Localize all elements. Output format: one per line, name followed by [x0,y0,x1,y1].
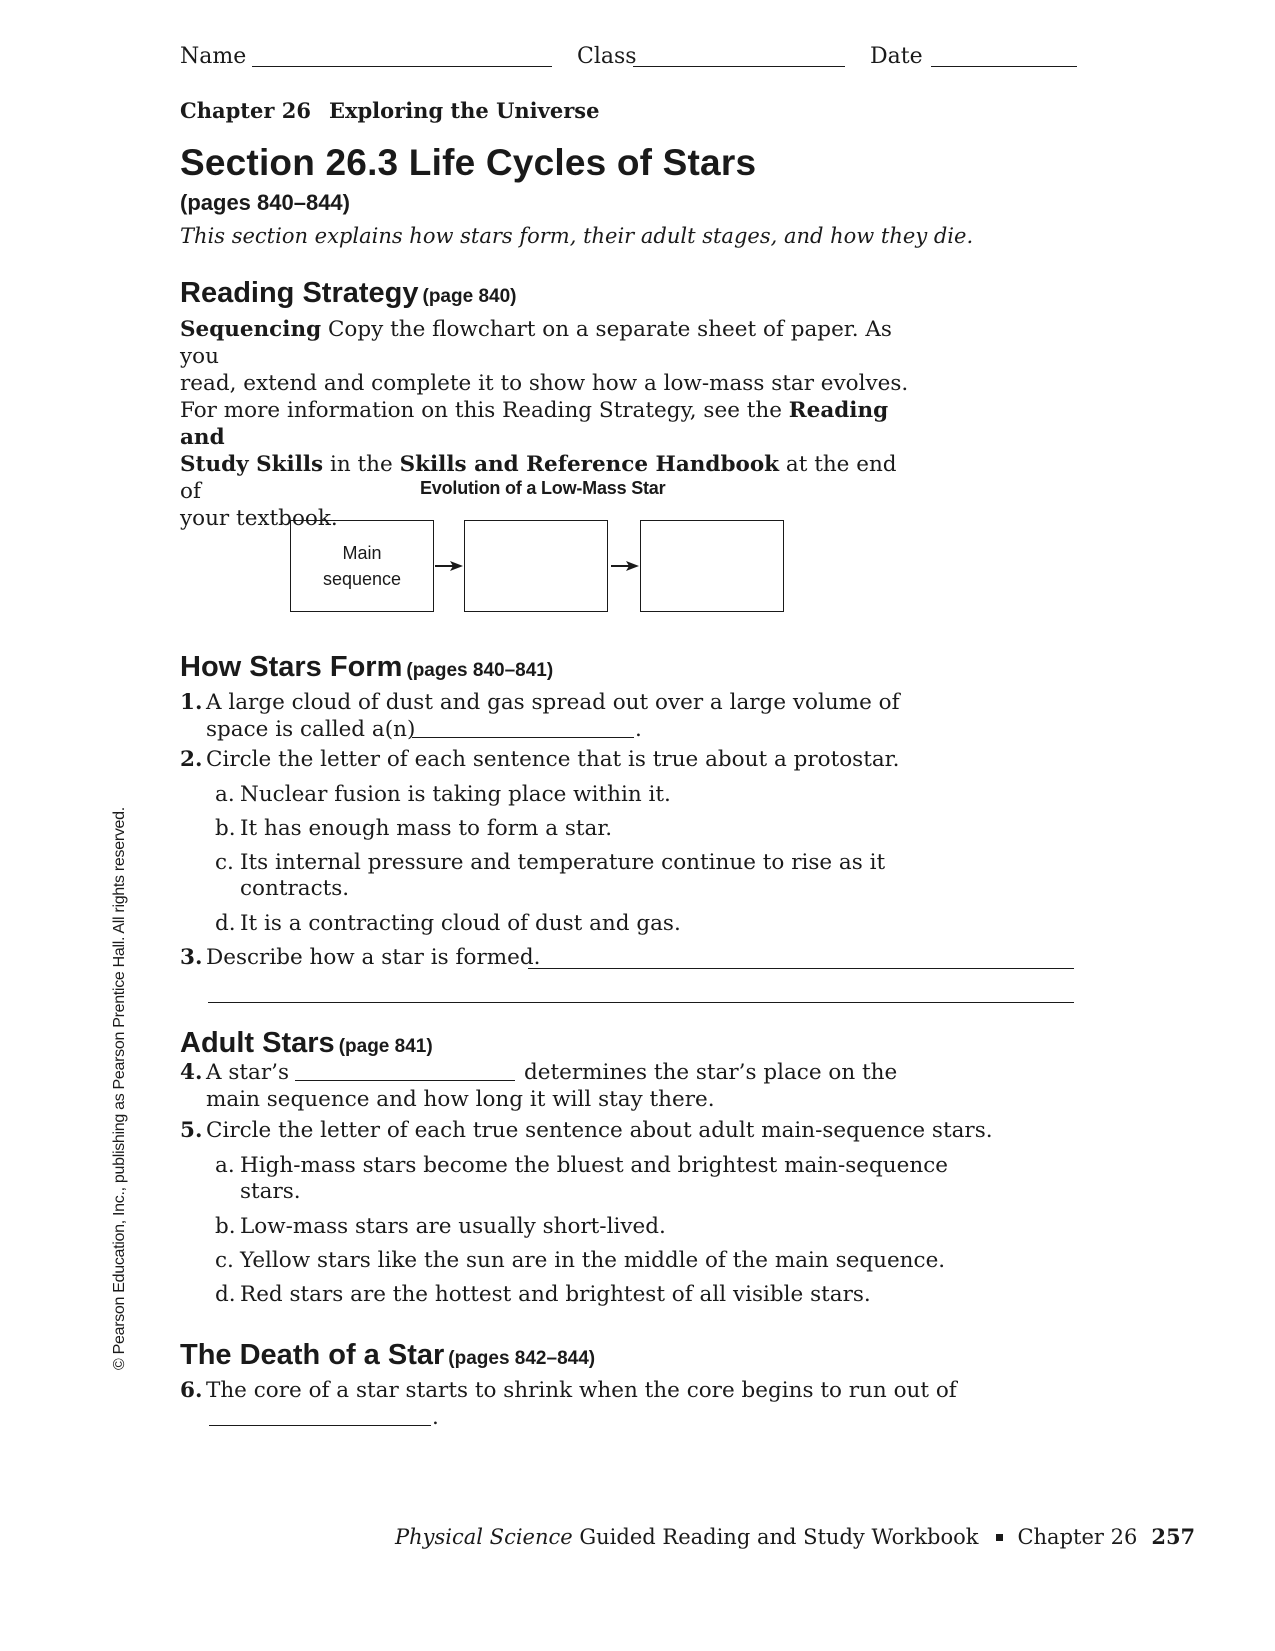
q2-option-b[interactable] [215,815,1075,843]
adult-stars-pages: (page 841) [338,1036,433,1057]
question-1-answer-blank[interactable] [412,719,634,738]
footer-chapter: Chapter 26 [1017,1525,1138,1549]
copyright-notice: © Pearson Education, Inc., publishing as Pearson Prentice Hall. All rights reserved. [111,807,128,1370]
reading-strategy-heading [180,277,516,310]
adult-stars-heading [180,1027,433,1060]
chapter-line [180,98,599,123]
question-1-line2: space is called a(n) [206,717,416,742]
question-2 [180,746,1080,776]
q2-option-letter[interactable]: b. [215,816,236,841]
question-5 [180,1117,1100,1147]
class-label: Class [577,44,637,69]
q2-option-text: Nuclear fusion is taking place within it. [240,782,671,807]
flowchart-box1-line2: sequence [322,569,402,589]
q2-option-text-line2: contracts. [240,876,350,901]
q2-option-c[interactable] [215,849,1075,905]
rs-line4a: Study Skills [180,452,324,477]
flowchart-box-main-sequence [290,520,434,612]
q5-option-c[interactable] [215,1247,1095,1275]
section-intro: This section explains how stars form, their adult stages, and how they die. [180,224,974,248]
q5-option-a[interactable] [215,1152,1095,1208]
flowchart-arrow-1 [434,556,464,576]
question-3-text: Describe how a star is formed. [206,945,541,970]
section-title: Section 26.3 Life Cycles of Stars [180,142,757,183]
q2-option-letter[interactable]: d. [215,911,236,936]
rs-line3b: Reading and [180,398,889,450]
rs-line3a: For more information on this Reading Strategy, see the [180,398,789,423]
question-4 [180,1059,1080,1115]
footer-book-italic: Physical Science [395,1525,573,1549]
question-3-number: 3. [180,945,203,970]
q2-option-d[interactable] [215,910,1075,938]
q2-option-text: Its internal pressure and temperature continue to rise as it [240,850,886,875]
question-3-answer-line-2[interactable] [208,984,1074,1003]
question-1-period: . [635,717,642,742]
death-of-star-title: The Death of a Star [180,1339,445,1371]
question-2-number: 2. [180,747,203,772]
how-stars-form-heading [180,651,553,684]
reading-strategy-pages: (page 840) [422,286,517,307]
footer-book-rest: Guided Reading and Study Workbook [572,1525,979,1549]
question-4-number: 4. [180,1060,203,1085]
rs-line5: your textbook. [180,506,338,531]
question-4-part-b: determines the star’s place on the [524,1060,898,1085]
rs-line4d: at the end of [180,452,897,504]
question-5-number: 5. [180,1118,203,1143]
question-1-line1: A large cloud of dust and gas spread out over a large volume of [206,690,900,715]
flowchart-arrow-2 [610,556,640,576]
question-4-part-a: A star’s [206,1060,289,1085]
flowchart-box-3[interactable] [640,520,784,612]
q5-option-text: Red stars are the hottest and brightest of all visible stars. [240,1282,871,1307]
q2-option-a[interactable] [215,781,1075,809]
reading-strategy-paragraph [180,316,920,532]
q2-option-letter[interactable]: c. [215,850,234,875]
q5-option-b[interactable] [215,1213,1095,1241]
death-of-star-heading [180,1339,595,1372]
q5-option-letter[interactable]: d. [215,1282,236,1307]
question-6-line1: The core of a star starts to shrink when the core begins to run out of [206,1378,957,1403]
class-field[interactable] [633,48,845,67]
rs-line4b: in the [323,452,400,477]
flowchart-box1-line1: Main [342,543,382,563]
footer-page-number: 257 [1151,1524,1196,1549]
date-label: Date [870,44,923,69]
section-pages: (pages 840–844) [180,190,350,215]
question-4-answer-blank[interactable] [295,1062,515,1081]
q5-option-letter[interactable]: a. [215,1153,235,1178]
q2-option-letter[interactable]: a. [215,782,235,807]
footer-bullet-icon [996,1534,1003,1541]
rs-line1: Copy the flowchart on a separate sheet of paper. As you [180,317,892,369]
question-1-number: 1. [180,690,203,715]
date-field[interactable] [931,48,1077,67]
how-stars-form-pages: (pages 840–841) [406,660,554,681]
question-2-text: Circle the letter of each sentence that is true about a protostar. [206,747,900,772]
rs-lead: Sequencing [180,317,322,342]
q2-option-text: It is a contracting cloud of dust and gas. [240,911,681,936]
q5-option-text: Yellow stars like the sun are in the middle of the main sequence. [240,1248,946,1273]
question-3-answer-line-1[interactable] [528,950,1074,969]
q5-option-text-line2: stars. [240,1179,301,1204]
question-4-line2: main sequence and how long it will stay there. [206,1087,715,1112]
header-row [180,44,1090,74]
name-label: Name [180,44,247,69]
q2-option-text: It has enough mass to form a star. [240,816,613,841]
adult-stars-title: Adult Stars [180,1027,335,1059]
q5-option-letter[interactable]: c. [215,1248,234,1273]
page-footer [395,1524,1196,1549]
flowchart-box-2[interactable] [464,520,608,612]
q5-option-text: High-mass stars become the bluest and brightest main-sequence [240,1153,948,1178]
death-of-star-pages: (pages 842–844) [448,1348,596,1369]
q5-option-letter[interactable]: b. [215,1214,236,1239]
name-field[interactable] [252,48,552,67]
reading-strategy-title: Reading Strategy [180,277,419,309]
how-stars-form-title: How Stars Form [180,651,403,683]
rs-line4c: Skills and Reference Handbook [399,452,780,477]
question-6 [180,1377,1100,1433]
flowchart-title: Evolution of a Low-Mass Star [420,478,666,498]
question-6-answer-blank[interactable] [209,1407,431,1426]
question-5-text: Circle the letter of each true sentence about adult main-sequence stars. [206,1118,993,1143]
q5-option-d[interactable] [215,1281,1095,1309]
chapter-number: Chapter 26 [180,98,311,123]
q5-option-text: Low-mass stars are usually short-lived. [240,1214,666,1239]
chapter-title: Exploring the Universe [328,98,600,123]
question-6-period: . [432,1405,439,1430]
rs-line2: read, extend and complete it to show how a low-mass star evolves. [180,371,909,396]
question-1 [180,689,1080,745]
question-6-number: 6. [180,1378,203,1403]
